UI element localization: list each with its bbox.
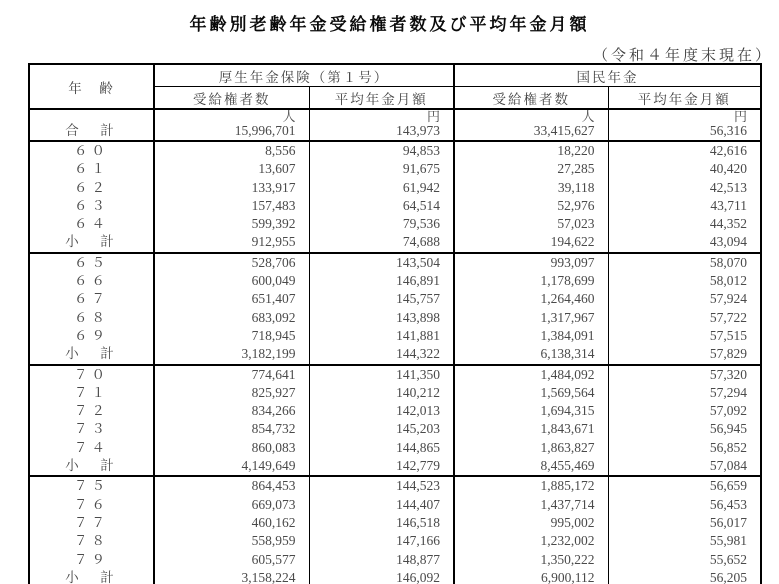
cell-value: 13,607 xyxy=(154,160,309,178)
page-title: 年齢別老齢年金受給権者数及び平均年金月額 xyxy=(189,15,590,34)
total-row-label xyxy=(29,109,154,141)
row-label: ６６ xyxy=(29,272,154,290)
cell-value: 55,652 xyxy=(709,551,747,567)
cell-value: 144,523 xyxy=(309,476,454,495)
cell-value: 146,092 xyxy=(309,569,454,584)
cell-value: 825,927 xyxy=(154,384,309,402)
cell-value: 143,973 xyxy=(396,123,440,138)
cell-value: 56,453 xyxy=(709,496,747,512)
cell-value: 1,484,092 xyxy=(454,365,608,384)
row-label: ７２ xyxy=(29,402,154,420)
cell-value: 146,891 xyxy=(309,272,454,290)
as-of-note: （令和４年度末現在） xyxy=(592,48,773,64)
col-header-ep-beneficiaries: 受給権者数 xyxy=(154,87,309,110)
cell-value: 56,017 xyxy=(709,514,747,530)
table-row xyxy=(29,476,761,495)
cell-value: 3,182,199 xyxy=(154,345,309,364)
cell-value: 600,049 xyxy=(154,272,309,290)
col-header-np-avg-monthly: 平均年金月額 xyxy=(608,87,761,110)
cell-value: 995,002 xyxy=(454,514,608,532)
cell-value: 912,955 xyxy=(154,233,309,252)
cell-value: 144,322 xyxy=(309,345,454,364)
cell-value: 57,092 xyxy=(709,403,747,419)
table-row xyxy=(29,365,761,384)
table-row xyxy=(29,141,761,160)
table-row xyxy=(29,160,761,178)
cell-value: 42,616 xyxy=(709,143,747,158)
cell-value: 39,118 xyxy=(454,179,608,197)
row-label: ７４ xyxy=(29,439,154,457)
total-cell xyxy=(608,109,761,141)
cell-value: 143,504 xyxy=(309,253,454,272)
table-row xyxy=(29,197,761,215)
cell-value: 57,084 xyxy=(608,457,761,476)
cell-value: 42,513 xyxy=(709,179,747,195)
cell-value: 43,094 xyxy=(608,233,761,252)
cell-value: 528,706 xyxy=(154,253,309,272)
cell-value: 1,178,699 xyxy=(454,272,608,290)
cell-value: 57,515 xyxy=(709,327,747,343)
table-row xyxy=(29,253,761,272)
cell-value: 143,898 xyxy=(309,309,454,327)
cell-value: 6,138,314 xyxy=(454,345,608,364)
cell-value: 157,483 xyxy=(154,197,309,215)
table-row xyxy=(29,290,761,308)
cell-value: 15,996,701 xyxy=(234,123,296,138)
cell-value: 599,392 xyxy=(154,215,309,233)
cell-value: 834,266 xyxy=(154,402,309,420)
table-row xyxy=(29,309,761,327)
table-row xyxy=(29,420,761,438)
cell-value: 651,407 xyxy=(154,290,309,308)
cell-value: 1,843,671 xyxy=(454,420,608,438)
cell-value: 56,659 xyxy=(709,478,747,494)
cell-value: 6,900,112 xyxy=(454,569,608,584)
cell-value: 1,694,315 xyxy=(454,402,608,420)
cell-value: 141,881 xyxy=(309,327,454,345)
table-row xyxy=(29,384,761,402)
cell-value: 56,316 xyxy=(709,123,747,138)
col-header-np-beneficiaries: 受給権者数 xyxy=(454,87,608,110)
total-cell xyxy=(154,109,309,141)
cell-value: 718,945 xyxy=(154,327,309,345)
cell-value: 1,437,714 xyxy=(454,496,608,514)
table-header xyxy=(29,64,761,109)
cell-value: 864,453 xyxy=(154,476,309,495)
cell-value: 605,577 xyxy=(154,551,309,569)
cell-value: 57,023 xyxy=(454,215,608,233)
cell-value: 56,205 xyxy=(608,569,761,584)
subtotal-row xyxy=(29,457,761,476)
cell-value: 854,732 xyxy=(154,420,309,438)
col-header-ep-avg-monthly: 平均年金月額 xyxy=(309,87,454,110)
unit-label: 円 xyxy=(733,109,747,124)
cell-value: 74,688 xyxy=(309,233,454,252)
cell-value: 558,959 xyxy=(154,532,309,550)
cell-value: 57,722 xyxy=(709,309,747,325)
row-label: ６３ xyxy=(29,197,154,215)
subtotal-row xyxy=(29,345,761,364)
row-label: ７１ xyxy=(29,384,154,402)
table-row xyxy=(29,496,761,514)
cell-value: 683,092 xyxy=(154,309,309,327)
row-label: ６８ xyxy=(29,309,154,327)
total-row xyxy=(29,109,761,141)
row-label: 小 計 xyxy=(29,233,154,252)
table-row xyxy=(29,514,761,532)
row-label: 小 計 xyxy=(29,569,154,584)
cell-value: 4,149,649 xyxy=(154,457,309,476)
cell-value: 1,350,222 xyxy=(454,551,608,569)
cell-value: 61,942 xyxy=(309,179,454,197)
cell-value: 57,924 xyxy=(709,291,747,307)
cell-value: 1,863,827 xyxy=(454,439,608,457)
cell-value: 1,232,002 xyxy=(454,532,608,550)
cell-value: 56,852 xyxy=(709,439,747,455)
cell-value: 91,675 xyxy=(309,160,454,178)
row-label: 合 計 xyxy=(65,123,118,138)
row-label: ７７ xyxy=(29,514,154,532)
cell-value: 33,415,627 xyxy=(533,123,595,138)
cell-value: 146,518 xyxy=(309,514,454,532)
row-label: ６０ xyxy=(29,141,154,160)
cell-value: 860,083 xyxy=(154,439,309,457)
cell-value: 44,352 xyxy=(709,216,747,232)
row-label: ６１ xyxy=(29,160,154,178)
row-label: ７５ xyxy=(29,476,154,495)
table-row xyxy=(29,179,761,197)
cell-value: 141,350 xyxy=(309,365,454,384)
total-cell xyxy=(454,109,608,141)
cell-value: 148,877 xyxy=(309,551,454,569)
row-label: 小 計 xyxy=(29,345,154,364)
pension-table-body xyxy=(29,109,761,584)
col-header-national-pension: 国民年金 xyxy=(454,64,761,87)
cell-value: 1,885,172 xyxy=(454,476,608,495)
cell-value: 194,622 xyxy=(454,233,608,252)
row-label: 小 計 xyxy=(29,457,154,476)
cell-value: 142,013 xyxy=(309,402,454,420)
cell-value: 52,976 xyxy=(454,197,608,215)
table-row xyxy=(29,532,761,550)
cell-value: 144,407 xyxy=(309,496,454,514)
cell-value: 18,220 xyxy=(454,141,608,160)
row-label: ７０ xyxy=(29,365,154,384)
cell-value: 40,420 xyxy=(709,161,747,177)
subtotal-row xyxy=(29,233,761,252)
cell-value: 94,853 xyxy=(309,141,454,160)
col-header-age: 年 齢 xyxy=(29,64,154,109)
cell-value: 1,384,091 xyxy=(454,327,608,345)
cell-value: 43,711 xyxy=(710,197,747,213)
cell-value: 8,455,469 xyxy=(454,457,608,476)
total-cell xyxy=(309,109,454,141)
cell-value: 57,320 xyxy=(709,366,747,382)
cell-value: 1,317,967 xyxy=(454,309,608,327)
cell-value: 460,162 xyxy=(154,514,309,532)
row-label: ６５ xyxy=(29,253,154,272)
cell-value: 993,097 xyxy=(454,253,608,272)
table-row xyxy=(29,439,761,457)
row-label: ７６ xyxy=(29,496,154,514)
cell-value: 79,536 xyxy=(309,215,454,233)
cell-value: 57,829 xyxy=(608,345,761,364)
cell-value: 140,212 xyxy=(309,384,454,402)
row-label: ６７ xyxy=(29,290,154,308)
cell-value: 144,865 xyxy=(309,439,454,457)
cell-value: 145,757 xyxy=(309,290,454,308)
spacer xyxy=(30,110,153,123)
cell-value: 669,073 xyxy=(154,496,309,514)
cell-value: 27,285 xyxy=(454,160,608,178)
cell-value: 147,166 xyxy=(309,532,454,550)
row-label: ７８ xyxy=(29,532,154,550)
row-label: ７３ xyxy=(29,420,154,438)
cell-value: 55,981 xyxy=(709,533,747,549)
cell-value: 774,641 xyxy=(154,365,309,384)
row-label: ６２ xyxy=(29,179,154,197)
row-label: ７９ xyxy=(29,551,154,569)
cell-value: 8,556 xyxy=(154,141,309,160)
cell-value: 145,203 xyxy=(309,420,454,438)
cell-value: 1,264,460 xyxy=(454,290,608,308)
table-row xyxy=(29,272,761,290)
col-header-employee-pension: 厚生年金保険（第１号） xyxy=(154,64,454,87)
cell-value: 3,158,224 xyxy=(154,569,309,584)
table-row xyxy=(29,551,761,569)
cell-value: 57,294 xyxy=(709,384,747,400)
cell-value: 58,012 xyxy=(709,273,747,289)
cell-value: 56,945 xyxy=(709,421,747,437)
table-row xyxy=(29,402,761,420)
pension-table xyxy=(28,63,762,584)
unit-label: 人 xyxy=(581,109,595,124)
cell-value: 58,070 xyxy=(709,254,747,270)
row-label: ６４ xyxy=(29,215,154,233)
subtotal-row xyxy=(29,569,761,584)
table-row xyxy=(29,327,761,345)
table-row xyxy=(29,215,761,233)
cell-value: 142,779 xyxy=(309,457,454,476)
unit-label: 円 xyxy=(426,109,440,124)
cell-value: 64,514 xyxy=(309,197,454,215)
cell-value: 1,569,564 xyxy=(454,384,608,402)
unit-label: 人 xyxy=(282,109,296,124)
row-label: ６９ xyxy=(29,327,154,345)
cell-value: 133,917 xyxy=(154,179,309,197)
